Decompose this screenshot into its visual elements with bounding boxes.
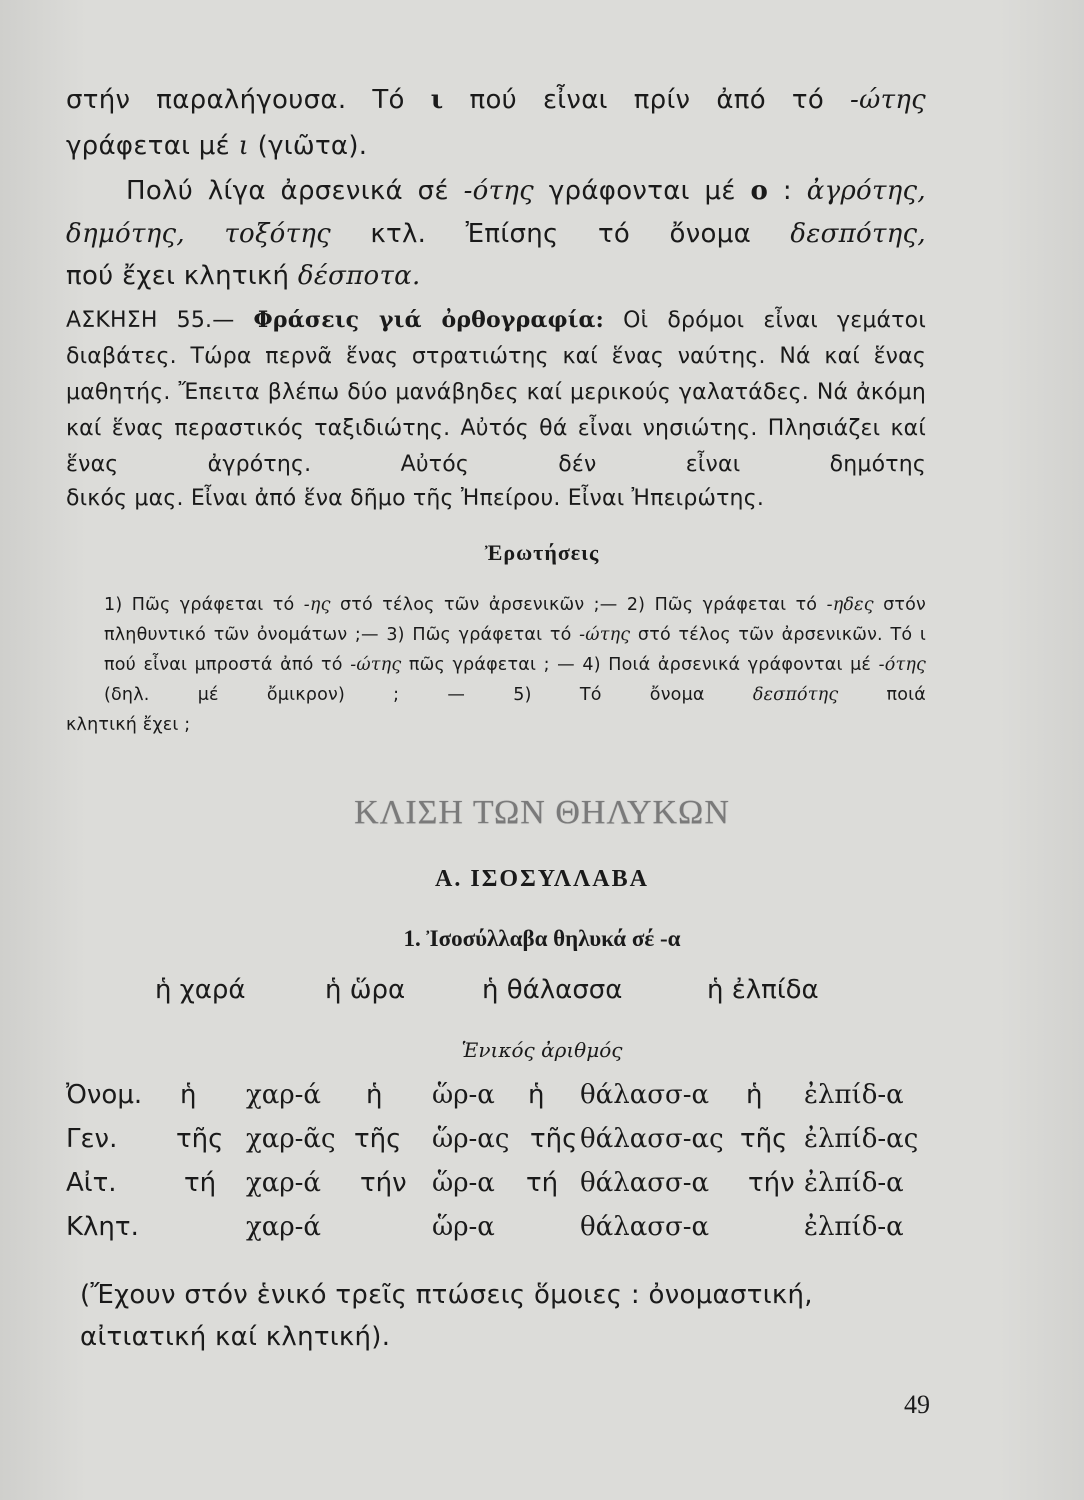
word-form: χαρ-ά [246, 1080, 321, 1110]
questions-heading: Ἐρωτήσεις [484, 540, 600, 565]
rule-paragraph-end: πού ἔχει κλητική δέσποτα. [66, 261, 421, 291]
example-word: ἡ χαρά [155, 975, 246, 1005]
article: τῆς [176, 1124, 224, 1154]
article: τήν [360, 1168, 407, 1198]
word-form: θάλασσ-α [580, 1212, 710, 1242]
case-label: Αἰτ. [66, 1168, 117, 1198]
article: τή [184, 1168, 217, 1198]
intro-line-1: στήν παραλήγουσα. Τό ι πού εἶναι πρίν ἀπό τό -ώτης [66, 85, 926, 115]
section-title: Α. ΙΣΟΣΥΛΛΑΒΑ [435, 866, 649, 892]
word-form: ὥρ-ας [432, 1124, 510, 1154]
exercise-heading: Φράσεις γιά ὀρθογραφία: [253, 307, 604, 333]
subsection-title: 1. Ἰσοσύλλαβα θηλυκά σέ -α [403, 926, 681, 951]
word-form: ἐλπίδ-α [804, 1080, 904, 1110]
article: τῆς [354, 1124, 402, 1154]
intro-line-2: γράφεται μέ ι (γιῶτα). [66, 131, 368, 161]
table-row [0, 1080, 1084, 1124]
word-form: χαρ-ά [246, 1168, 321, 1198]
questions-last-line: κλητική ἔχει ; [66, 715, 191, 735]
note-line-2: αἰτιατική καί κλητική). [80, 1322, 391, 1352]
number-label: Ἑνικός ἀριθμός [461, 1038, 623, 1062]
article: τή [526, 1168, 559, 1198]
article: ἡ [528, 1080, 545, 1110]
exercise-label: ΑΣΚΗΣΗ 55.— [66, 308, 235, 333]
note-line-1: (Ἔχουν στόν ἑνικό τρεῖς πτώσεις ὅμοιες : ὀνομαστική, [80, 1280, 813, 1310]
word-form: θάλασσ-ας [580, 1124, 724, 1154]
example-word: ἡ ὥρα [325, 975, 406, 1005]
article: τήν [748, 1168, 795, 1198]
example-word: ἡ ἐλπίδα [707, 975, 819, 1005]
article: ἡ [746, 1080, 763, 1110]
page-number: 49 [904, 1390, 930, 1419]
questions-paragraph: 1) Πῶς γράφεται τό -ης στό τέλος τῶν ἀρσενικῶν ;— 2) Πῶς γράφεται τό -ηδες στόν πληθυντικό τῶν ὀνομάτων ;— 3) Πῶς γράφεται τό -ώτης στό τέλος τῶν ἀρσενικῶν. Τό ι πού εἶναι μπροστά ἀπό τό -ώτης πῶς γράφεται ; — 4) Ποιά ἀρσενικά γράφονται μέ -ότης (δηλ. μέ ὄμικρον) ; — 5) Τό ὄνομα δεσπότης ποιά [104, 595, 927, 705]
table-row [0, 1168, 1084, 1212]
chapter-title: ΚΛΙΣΗ ΤΩΝ ΘΗΛΥΚΩΝ [354, 794, 730, 831]
case-label: Κλητ. [66, 1212, 139, 1242]
table-row [0, 1212, 1084, 1256]
article: τῆς [530, 1124, 578, 1154]
exercise-text: Οἱ δρόμοι εἶναι γεμάτοι διαβάτες. Τώρα περνᾶ ἕνας στρατιώτης καί ἕνας ναύτης. Νά καί ἕνας μαθητής. Ἔπειτα βλέπω δύο μανάβηδες καί μερικούς γαλατάδες. Νά ἀκόμη καί ἕνας περαστικός ταξιδιώτης. Αὐτός θά εἶναι νησιώτης. Πλησιάζει καί ἕνας ἀγρότης. Αὐτός δέν εἶναι δημότης [66, 308, 926, 477]
word-form: θάλασσ-α [580, 1168, 710, 1198]
exercise-last-line: δικός μας. Εἶναι ἀπό ἕνα δῆμο τῆς Ἠπείρου. Εἶναι Ἠπειρώτης. [66, 486, 765, 511]
exercise-paragraph [66, 302, 926, 483]
word-form: ὥρ-α [432, 1212, 495, 1242]
word-form: χαρ-ά [246, 1212, 321, 1242]
example-word: ἡ θάλασσα [482, 975, 623, 1005]
word-form: χαρ-ᾶς [246, 1124, 336, 1154]
word-form: ὥρ-α [432, 1168, 495, 1198]
word-form: ἐλπίδ-α [804, 1168, 904, 1198]
word-form: θάλασσ-α [580, 1080, 710, 1110]
table-row [0, 1124, 1084, 1168]
case-label: Ὀνομ. [66, 1080, 143, 1110]
word-form: ἐλπίδ-ας [804, 1124, 919, 1154]
word-form: ὥρ-α [432, 1080, 495, 1110]
article: ἡ [180, 1080, 197, 1110]
rule-paragraph: Πολύ λίγα ἀρσενικά σέ -ότης γράφονται μέ ο : ἀγρότης, δημότης, τοξότης κτλ. Ἐπίσης τό ὄνομα δεσπότης, [66, 176, 926, 249]
article: ἡ [366, 1080, 383, 1110]
word-form: ἐλπίδ-α [804, 1212, 904, 1242]
article: τῆς [740, 1124, 788, 1154]
case-label: Γεν. [66, 1124, 118, 1154]
